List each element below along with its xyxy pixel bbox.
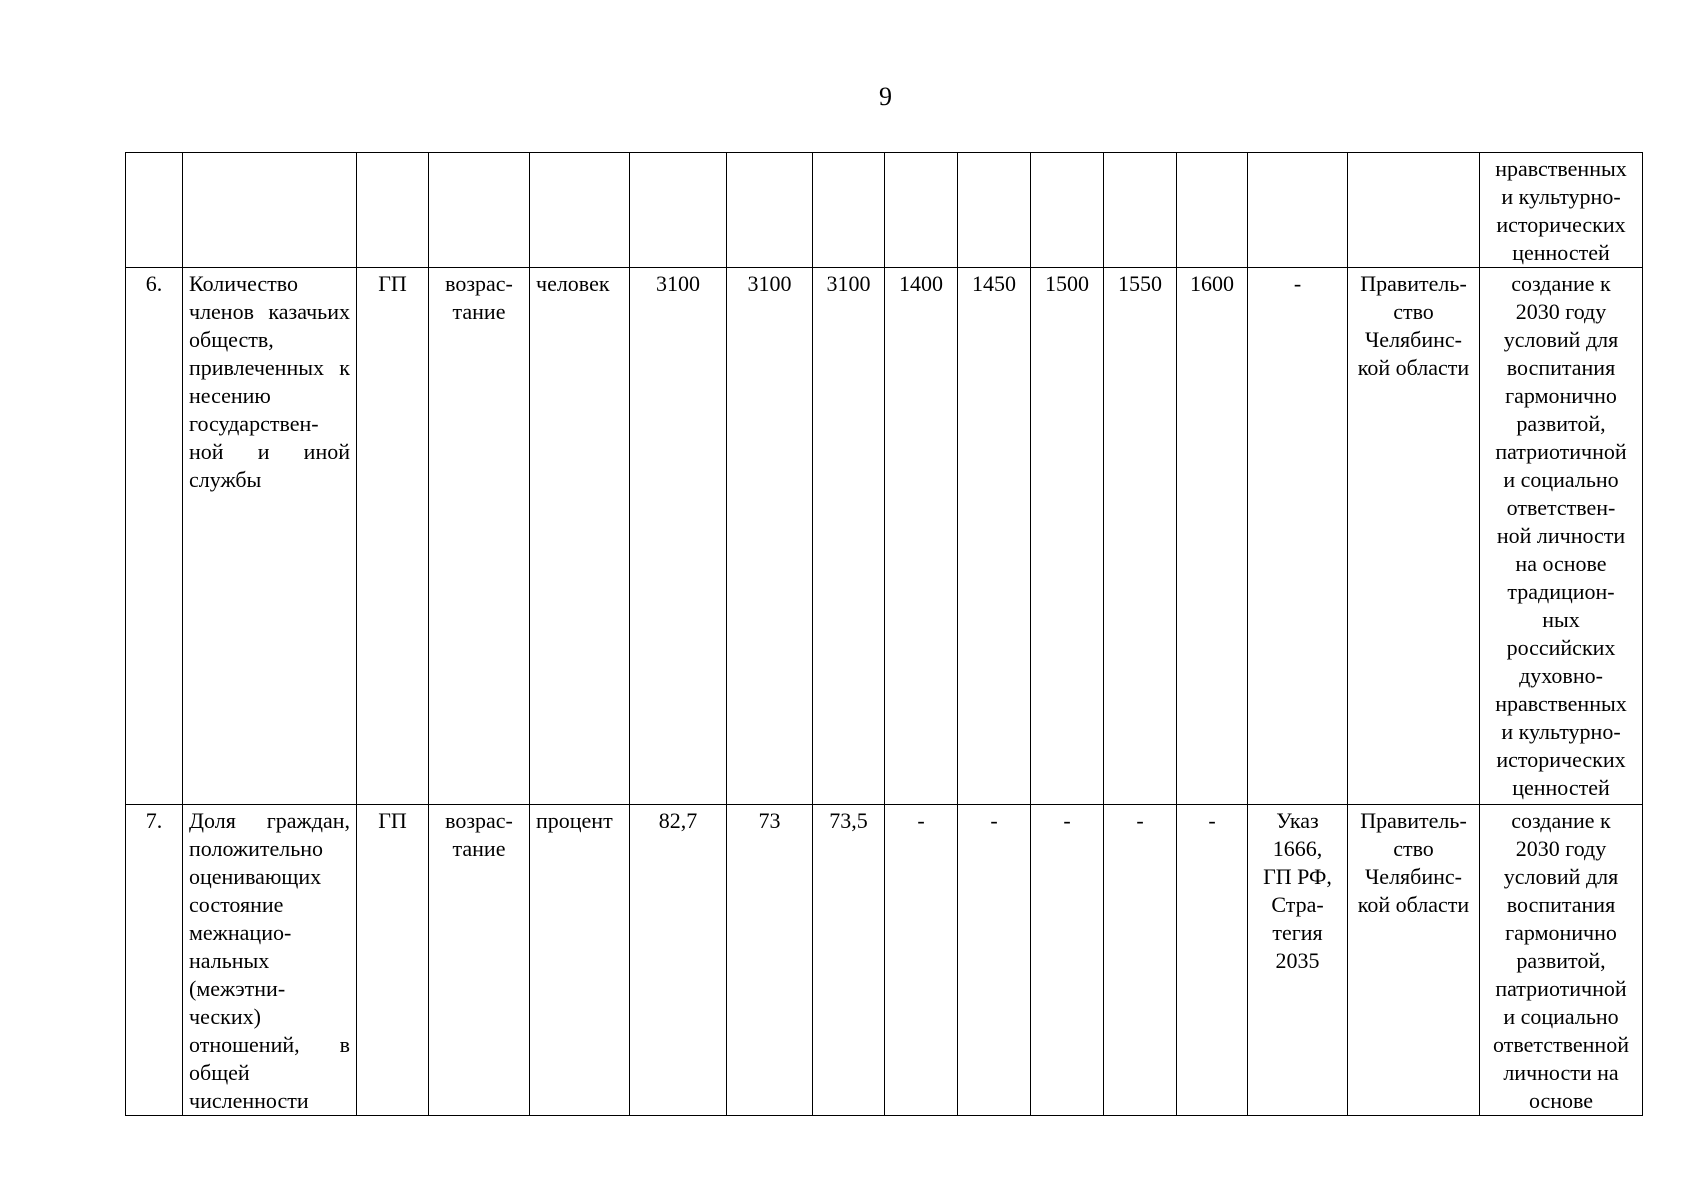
cell-empty [126, 153, 183, 268]
cell-value: 73 [727, 805, 813, 1116]
cell-unit: человек [530, 268, 630, 805]
cell-empty [357, 153, 429, 268]
cell-trend: возрас- тание [429, 805, 530, 1116]
cell-value: 1450 [958, 268, 1031, 805]
table-row [126, 268, 1643, 805]
cell-empty [1104, 153, 1177, 268]
cell-value: 1600 [1177, 268, 1248, 805]
cell-empty [530, 153, 630, 268]
page-number: 9 [879, 82, 892, 111]
cell-empty [1031, 153, 1104, 268]
cell-goal: создание к 2030 году условий для воспитания гармонично развитой, патриотичной и социально ответствен- ной личности на основе традицион- ных российских духовно- нравственных и культурно- исторических ценностей [1480, 268, 1643, 805]
cell-number: 7. [126, 805, 183, 1116]
indicators-table [125, 152, 1643, 1116]
cell-responsible: Правитель- ство Челябинс- кой области [1348, 268, 1480, 805]
cell-empty [958, 153, 1031, 268]
cell-number: 6. [126, 268, 183, 805]
cell-indicator-name: Количество членов казачьих обществ, привлеченных к несению государствен-ной и иной службы [183, 268, 357, 805]
cell-value: 3100 [630, 268, 727, 805]
cell-responsible: Правитель- ство Челябинс- кой области [1348, 805, 1480, 1116]
cell-empty [1177, 153, 1248, 268]
cell-value: 3100 [813, 268, 885, 805]
cell-basis: - [1248, 268, 1348, 805]
cell-empty [813, 153, 885, 268]
cell-empty [1348, 153, 1480, 268]
table-row-continuation [126, 153, 1643, 268]
cell-value: - [885, 805, 958, 1116]
cell-basis: Указ 1666, ГП РФ, Стра- тегия 2035 [1248, 805, 1348, 1116]
cell-source-type: ГП [357, 268, 429, 805]
cell-empty [183, 153, 357, 268]
cell-value: 73,5 [813, 805, 885, 1116]
cell-trend: возрас- тание [429, 268, 530, 805]
cell-empty [429, 153, 530, 268]
cell-goal: создание к 2030 году условий для воспитания гармонично развитой, патриотичной и социально ответственной личности на основе [1480, 805, 1643, 1116]
cell-unit: процент [530, 805, 630, 1116]
cell-indicator-name: Доля граждан, положительно оценивающих состояние межнацио-нальных (межэтни-ческих) отношений, в общей численности [183, 805, 357, 1116]
cell-value: - [1031, 805, 1104, 1116]
cell-value: 1500 [1031, 268, 1104, 805]
table-row [126, 805, 1643, 1116]
cell-value: 3100 [727, 268, 813, 805]
cell-source-type: ГП [357, 805, 429, 1116]
cell-value: - [1177, 805, 1248, 1116]
cell-empty [630, 153, 727, 268]
cell-empty [885, 153, 958, 268]
cell-value: 1400 [885, 268, 958, 805]
cell-value: 1550 [1104, 268, 1177, 805]
cell-value: - [958, 805, 1031, 1116]
cell-value: 82,7 [630, 805, 727, 1116]
cell-empty [727, 153, 813, 268]
cell-empty [1248, 153, 1348, 268]
cell-goal-continuation: нравственных и культурно- исторических ценностей [1480, 153, 1643, 268]
cell-value: - [1104, 805, 1177, 1116]
